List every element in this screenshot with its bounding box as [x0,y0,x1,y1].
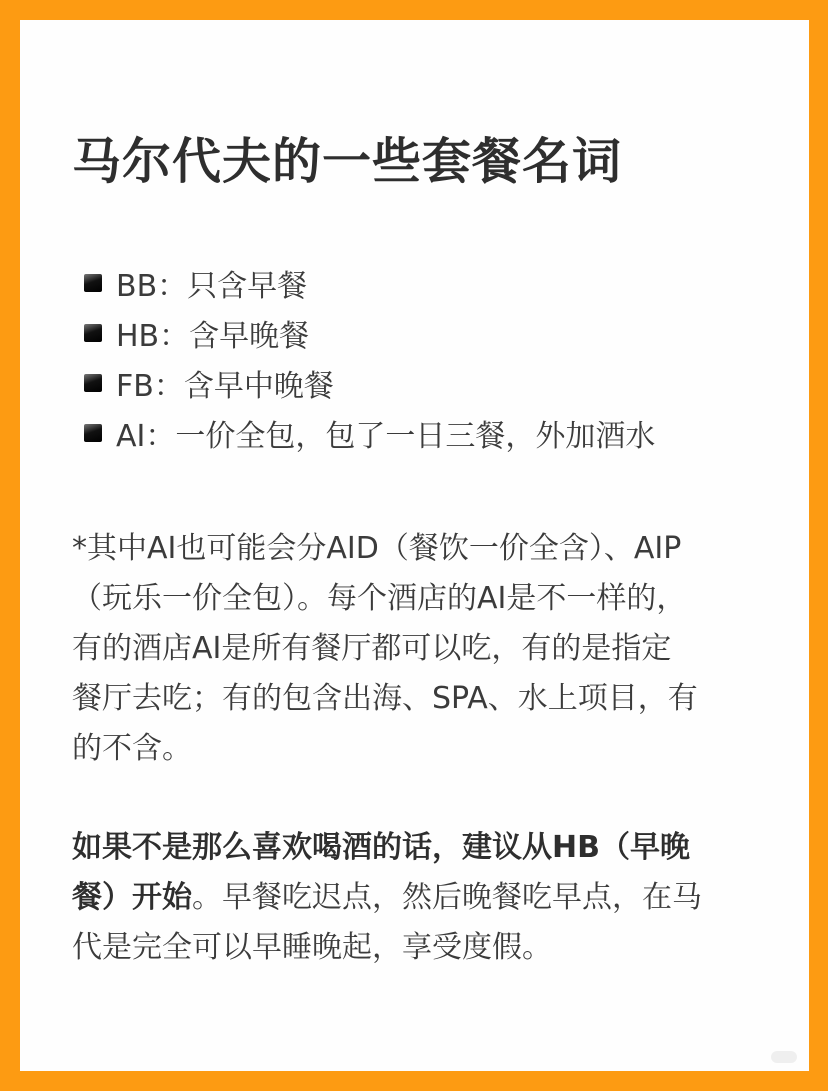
square-bullet-icon [84,424,102,442]
list-item-label: FB：含早中晚餐 [116,369,334,404]
note-line: *其中AI也可能会分AID（餐饮一价全含）、AIP [72,531,682,566]
square-bullet-icon [84,274,102,292]
note-paragraph [72,524,772,774]
note-line: 有的酒店AI是所有餐厅都可以吃，有的是指定 [72,631,672,666]
list-item [72,308,772,358]
list-item [72,358,772,408]
package-list [72,258,772,458]
advice-bold-text: 餐）开始 [72,880,192,915]
advice-line [72,873,772,923]
note-line: 的不含。 [72,731,192,766]
square-bullet-icon [84,324,102,342]
advice-text: 。早餐吃迟点，然后晚餐吃早点，在马 [192,880,702,915]
page-title: 马尔代夫的一些套餐名词 [72,133,623,190]
advice-line-bold: 如果不是那么喜欢喝酒的话，建议从HB（早晚 [72,830,690,865]
advice-line: 代是完全可以早睡晚起，享受度假。 [72,930,552,965]
list-item-label: AI：一价全包，包了一日三餐，外加酒水 [116,419,656,454]
list-item-label: HB：含早晚餐 [116,319,310,354]
list-item-label: BB：只含早餐 [116,269,308,304]
note-line: （玩乐一价全包）。每个酒店的AI是不一样的， [72,581,687,616]
content-card [20,20,809,1071]
note-line: 餐厅去吃；有的包含出海、SPA、水上项目，有 [72,681,698,716]
square-bullet-icon [84,374,102,392]
list-item [72,258,772,308]
advice-paragraph [72,823,772,973]
list-item [72,408,772,458]
watermark-mark [771,1051,797,1063]
